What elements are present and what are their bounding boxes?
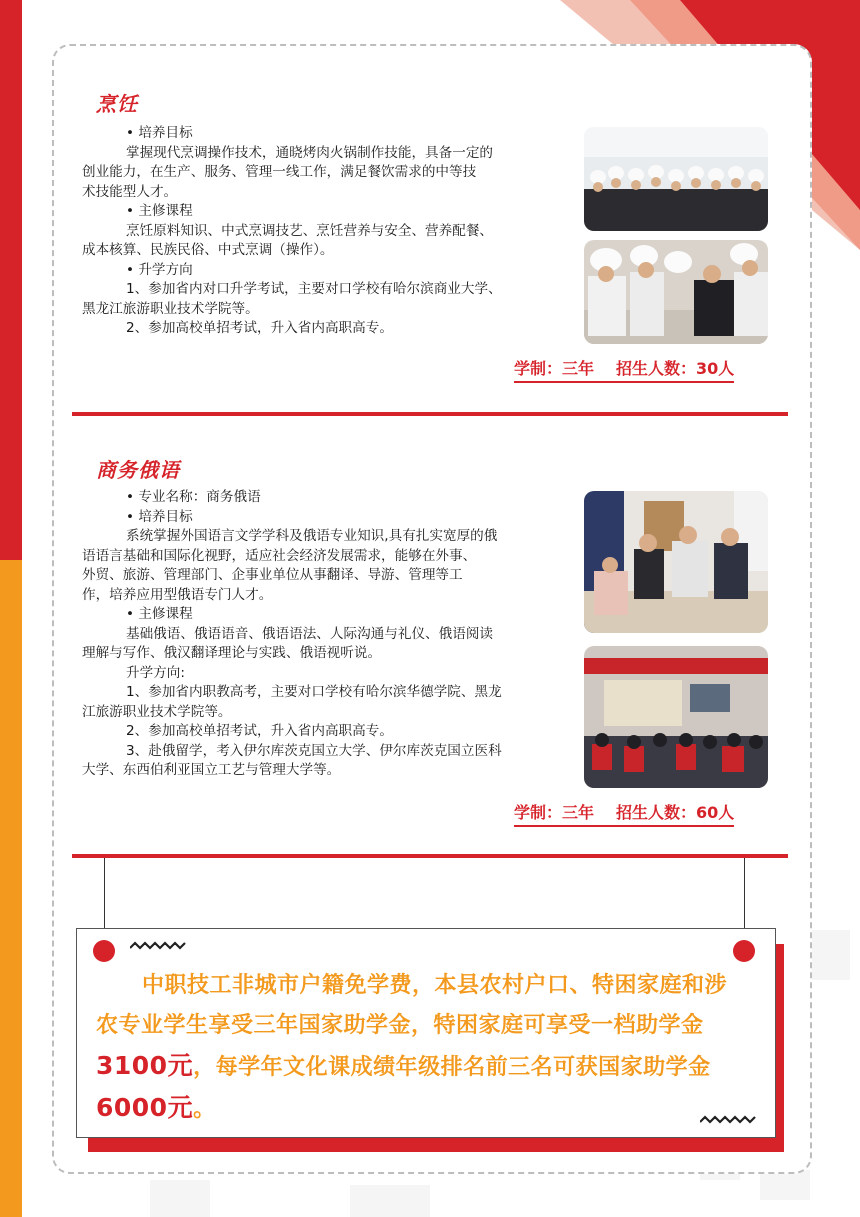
notice-line: 农专业学生享受三年国家助学金，特困家庭可享受一档助学金 — [96, 1013, 704, 1038]
mosaic-tile — [810, 930, 850, 980]
cooking-goal-line: 创业能力，在生产、服务、管理一线工作，满足餐饮需求的中等技 — [82, 164, 477, 180]
cooking-meta — [514, 356, 734, 383]
russian-further-line: 大学、东西伯利亚国立工艺与管理大学等。 — [82, 762, 341, 778]
russian-further-line: 江旅游职业技术学院等。 — [82, 703, 232, 720]
pin-left-icon — [93, 940, 115, 962]
russian-duration: 学制：三年 — [514, 803, 595, 822]
mosaic-tile — [760, 1170, 810, 1200]
russian-course-heading: • 主修课程 — [100, 605, 502, 625]
notice-line: 中职技工非城市户籍免学费，本县农村户口、特困家庭和涉 — [142, 973, 728, 998]
section-divider — [72, 854, 788, 858]
cooking-practice-photo — [584, 240, 768, 344]
notice-line: 。 — [193, 1097, 216, 1122]
russian-classroom-photo — [584, 491, 768, 633]
russian-further-heading: 升学方向: — [126, 664, 185, 681]
russian-course-line: 基础俄语、俄语语音、俄语语法、人际沟通与礼仪、俄语阅读 — [126, 625, 494, 642]
left-orange-stripe — [0, 560, 22, 1217]
subsidy-amount-2: 6000元 — [96, 1093, 194, 1122]
russian-title: 商务俄语 — [96, 458, 180, 482]
russian-enrollment: 招生人数：60人 — [616, 803, 735, 822]
russian-goal-line: 语语言基础和国际化视野，适应社会经济发展需求，能够在外事、 — [82, 547, 477, 564]
russian-further-line: 2、参加高校单招考试，升入省内高职高专。 — [126, 723, 393, 739]
cooking-course-line: 成本核算、民族民俗、中式烹调（操作）。 — [82, 242, 334, 258]
cooking-goal-heading: • 培养目标 — [100, 124, 502, 144]
cooking-title: 烹饪 — [96, 92, 138, 116]
cooking-course-heading: • 主修课程 — [100, 202, 502, 222]
cooking-goal-line: 术技能型人才。 — [82, 183, 178, 200]
russian-further-line: 1、参加省内职教高考，主要对口学校有哈尔滨华德学院、黑龙 — [126, 684, 502, 700]
cooking-further-line: 1、参加省内对口升学考试，主要对口学校有哈尔滨商业大学、 — [126, 281, 502, 297]
russian-goal-line: 系统掌握外国语言文学学科及俄语专业知识,具有扎实宽厚的俄 — [126, 528, 498, 544]
russian-goal-line: 外贸、旅游、管理部门、企事业单位从事翻译、导游、管理等工 — [82, 567, 463, 583]
zigzag-icon — [130, 940, 186, 952]
notice-line: ，每学年文化课成绩年级排名前三名可获国家助学金 — [193, 1055, 711, 1080]
russian-further-line: 3、赴俄留学，考入伊尔库茨克国立大学、伊尔库茨克国立医科 — [126, 742, 502, 759]
russian-goal-line: 作，培养应用型俄语专门人才。 — [82, 586, 273, 603]
cooking-further-heading: • 升学方向 — [100, 261, 502, 281]
russian-description — [82, 488, 502, 781]
cooking-course-line: 烹饪原料知识、中式烹调技艺、烹饪营养与安全、营养配餐、 — [126, 222, 494, 239]
cooking-further-line: 2、参加高校单招考试，升入省内高职高专。 — [126, 320, 393, 336]
russian-lecture-photo — [584, 646, 768, 788]
russian-course-line: 理解与写作、俄汉翻译理论与实践、俄语视听说。 — [82, 645, 382, 661]
subsidy-amount-1: 3100元 — [96, 1051, 194, 1080]
section-divider — [72, 412, 788, 416]
cooking-class-group-photo — [584, 127, 768, 231]
cooking-goal-line: 掌握现代烹调操作技术，通晓烤肉火锅制作技能，具备一定的 — [126, 144, 494, 161]
cooking-enrollment: 招生人数：30人 — [616, 359, 735, 378]
cooking-description — [82, 124, 502, 339]
russian-goal-heading: • 培养目标 — [100, 508, 502, 528]
notice-text — [96, 966, 760, 1130]
left-red-stripe — [0, 0, 22, 560]
mosaic-tile — [150, 1180, 210, 1217]
pin-right-icon — [733, 940, 755, 962]
cooking-duration: 学制：三年 — [514, 359, 595, 378]
cooking-further-line: 黑龙江旅游职业技术学院等。 — [82, 300, 259, 317]
russian-meta — [514, 800, 734, 827]
mosaic-tile — [350, 1185, 430, 1217]
russian-name-heading: • 专业名称：商务俄语 — [100, 488, 502, 508]
